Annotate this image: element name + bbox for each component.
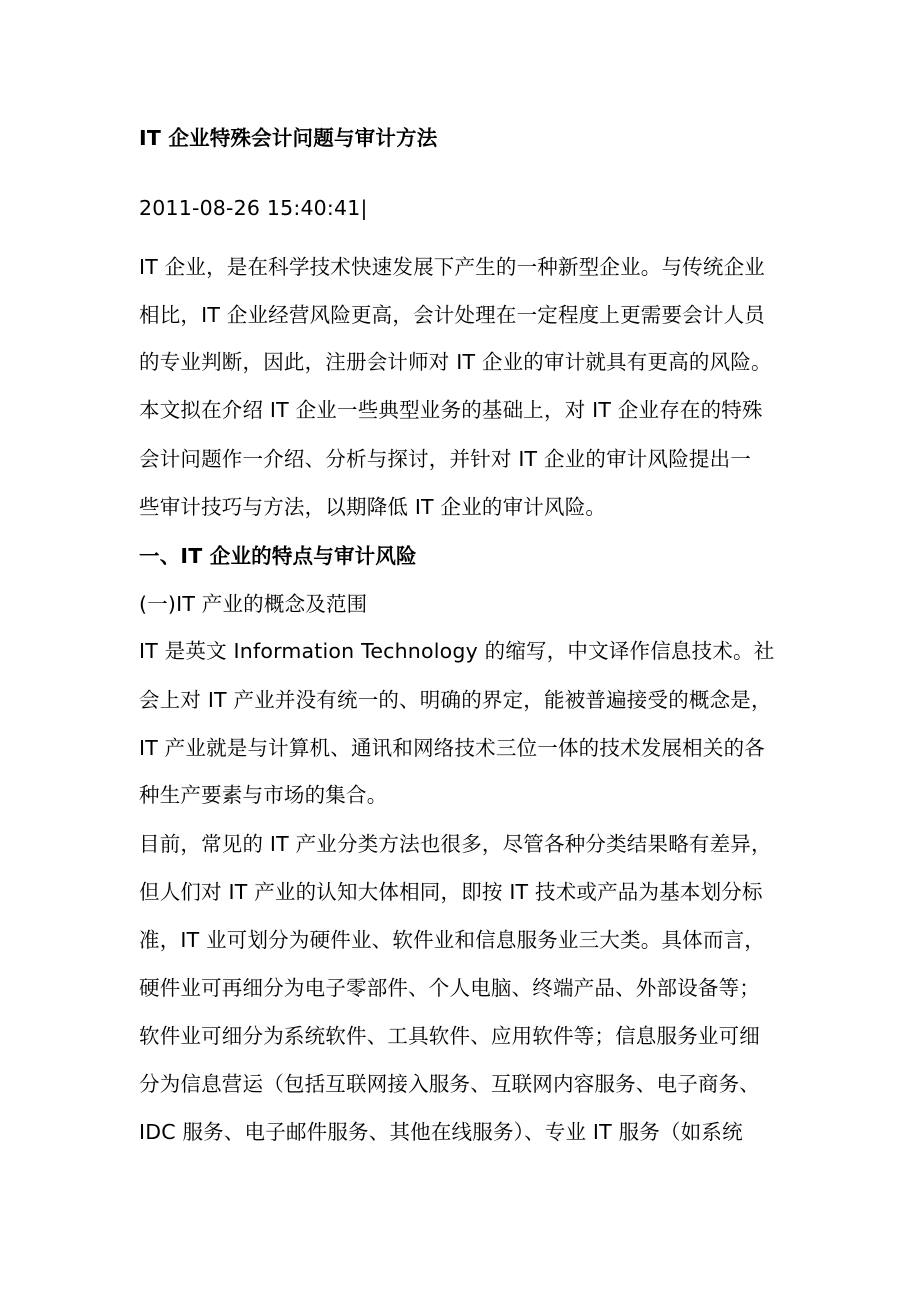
para1-line: 种生产要素与市场的集合。 (139, 783, 388, 807)
para1-line: 会上对 IT 产业并没有统一的、明确的界定，能被普遍接受的概念是， (139, 688, 772, 712)
intro-line: IT 企业，是在科学技术快速发展下产生的一种新型企业。与传统企业 (139, 255, 765, 279)
para2-line: 目前，常见的 IT 产业分类方法也很多，尽管各种分类结果略有差异， (139, 832, 772, 856)
subsection-heading: (一)IT 产业的概念及范围 (139, 592, 368, 616)
para2-line: 准，IT 业可划分为硬件业、软件业和信息服务业三大类。具体而言， (139, 928, 765, 952)
intro-line: 本文拟在介绍 IT 企业一些典型业务的基础上，对 IT 企业存在的特殊 (139, 398, 763, 422)
para2-line: IDC 服务、电子邮件服务、其他在线服务）、专业 IT 服务（如系统 (139, 1120, 743, 1144)
document-timestamp: 2011-08-26 15:40:41| (139, 196, 368, 220)
para1-line: IT 产业就是与计算机、通讯和网络技术三位一体的技术发展相关的各 (139, 736, 765, 760)
para2-line: 分为信息营运（包括互联网接入服务、互联网内容服务、电子商务、 (139, 1072, 760, 1096)
intro-line: 些审计技巧与方法，以期降低 IT 企业的审计风险。 (139, 495, 607, 519)
para2-line: 软件业可细分为系统软件、工具软件、应用软件等；信息服务业可细 (139, 1024, 760, 1048)
intro-line: 的专业判断，因此，注册会计师对 IT 企业的审计就具有更高的风险。 (139, 350, 772, 374)
document-title: IT 企业特殊会计问题与审计方法 (139, 126, 438, 150)
intro-line: 相比，IT 企业经营风险更高，会计处理在一定程度上更需要会计人员 (139, 303, 765, 327)
section-heading: 一、IT 企业的特点与审计风险 (139, 544, 417, 568)
para2-line: 但人们对 IT 产业的认知大体相同，即按 IT 技术或产品为基本划分标 (139, 880, 763, 904)
para2-line: 硬件业可再细分为电子零部件、个人电脑、终端产品、外部设备等； (139, 976, 760, 1000)
intro-line: 会计问题作一介绍、分析与探讨，并针对 IT 企业的审计风险提出一 (139, 447, 751, 471)
para1-line: IT 是英文 Information Technology 的缩写，中文译作信息技术。社 (139, 639, 775, 663)
